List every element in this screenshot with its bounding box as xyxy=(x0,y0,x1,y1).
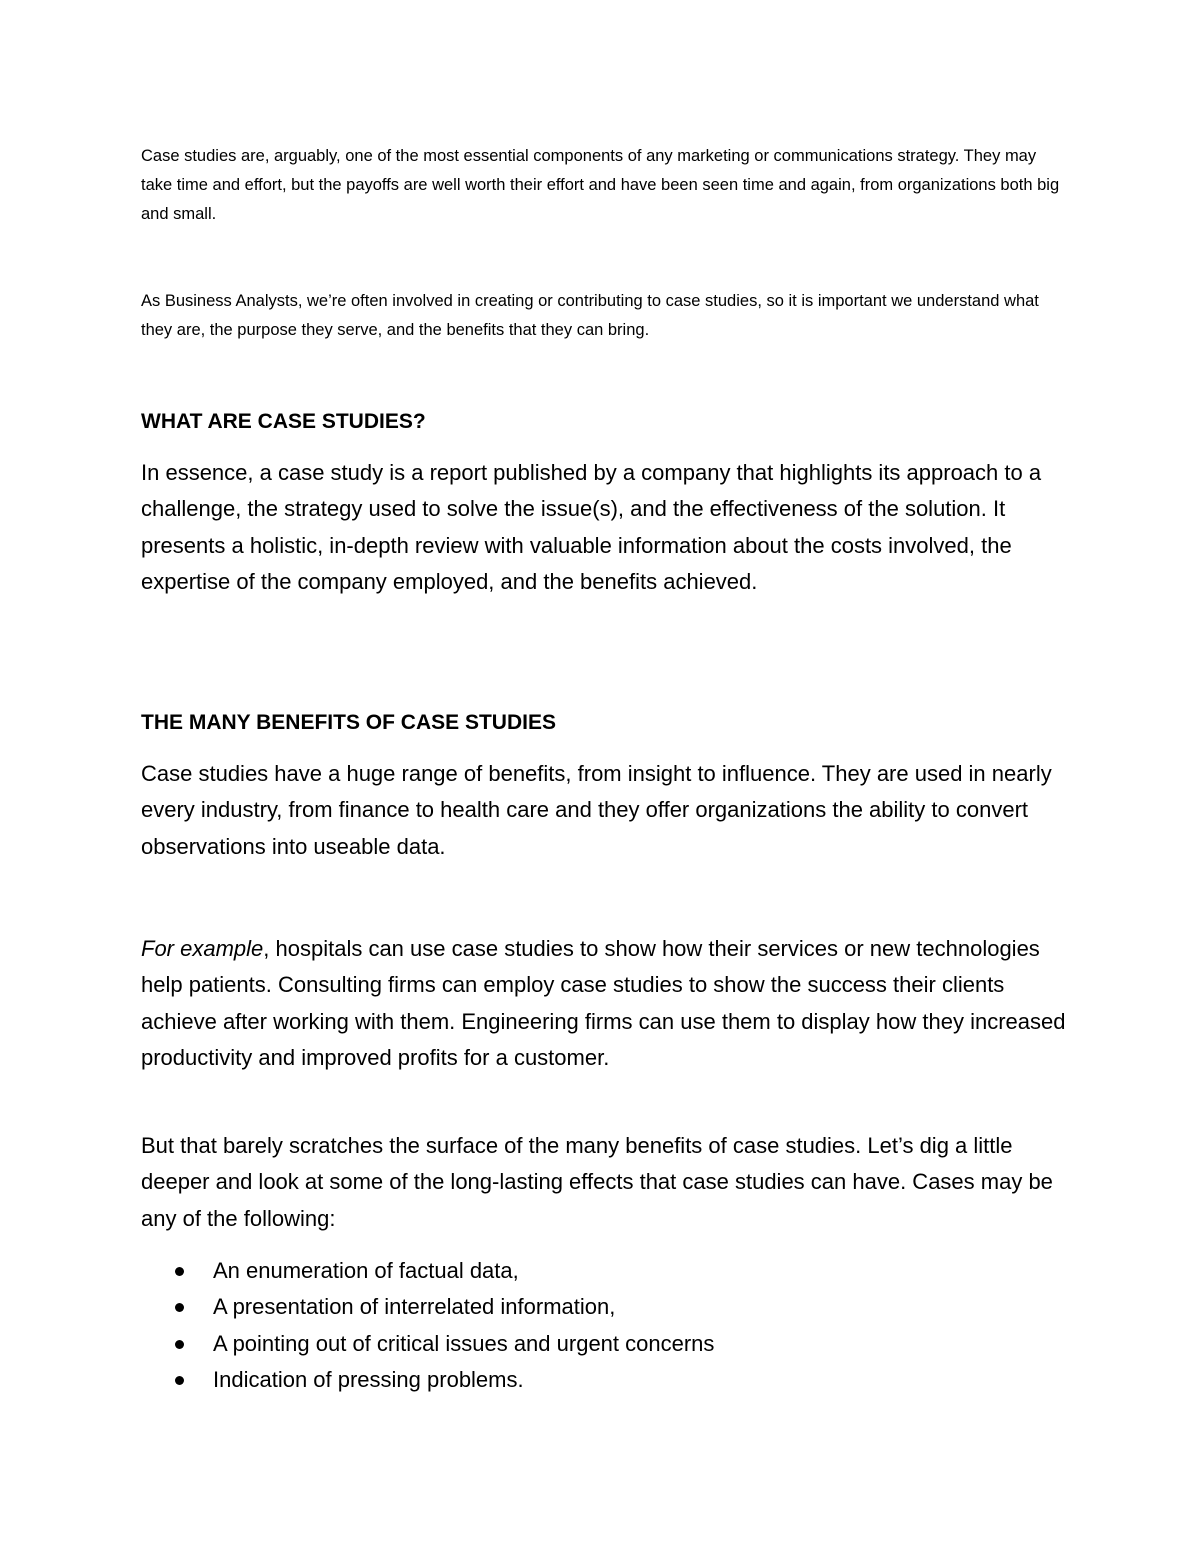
intro-paragraph-1: Case studies are, arguably, one of the most essential components of any marketing or communications strategy. They may take time and effort, but the payoffs are well worth their effort and have been seen time and again, from organizations both big and small. xyxy=(141,147,1060,223)
section-heading-many-benefits: THE MANY BENEFITS OF CASE STUDIES xyxy=(141,711,556,734)
list-item-text: Indication of pressing problems. xyxy=(213,1367,524,1393)
section2-paragraph-3: But that barely scratches the surface of the many benefits of case studies. Let’s dig a little deeper and look at some of the long-lasting effects that case studies can have. Cases may be any of the following: xyxy=(141,1133,1053,1231)
intro-paragraph-2: As Business Analysts, we’re often involved in creating or contributing to case studies, so it is important we understand what they are, the purpose they serve, and the benefits that they can bring. xyxy=(141,292,1039,339)
list-item xyxy=(141,1289,714,1325)
section1-body: In essence, a case study is a report published by a company that highlights its approach to a challenge, the strategy used to solve the issue(s), and the effectiveness of the solution. It presents a holistic, in-depth review with valuable information about the costs involved, the expertise of the company employed, and the benefits achieved. xyxy=(141,460,1042,595)
bullet-icon xyxy=(175,1303,184,1312)
section2-paragraph-1: Case studies have a huge range of benefits, from insight to influence. They are used in nearly every industry, from finance to health care and they offer organizations the ability to convert observations into useable data. xyxy=(141,761,1052,859)
list-item xyxy=(141,1362,714,1398)
list-item xyxy=(141,1326,714,1362)
list-item-text: A pointing out of critical issues and urgent concerns xyxy=(213,1330,715,1356)
example-lead: For example xyxy=(141,936,264,961)
bullet-icon xyxy=(175,1267,184,1276)
list-item-text: A presentation of interrelated information, xyxy=(213,1294,616,1320)
section-heading-what-are-case-studies: WHAT ARE CASE STUDIES? xyxy=(141,410,426,433)
bullet-list xyxy=(141,1253,714,1399)
list-item xyxy=(141,1253,714,1289)
bullet-icon xyxy=(175,1340,184,1349)
example-rest: , hospitals can use case studies to show how their services or new technologies help patients. Consulting firms can employ case studies to show the success their clients achieve after working with them. Engineering firms can use them to display how they increased productivity and improved profits for a customer. xyxy=(141,936,1066,1071)
list-item-text: An enumeration of factual data, xyxy=(213,1258,519,1283)
section2-example-paragraph xyxy=(141,931,1071,1077)
bullet-icon xyxy=(175,1376,184,1385)
